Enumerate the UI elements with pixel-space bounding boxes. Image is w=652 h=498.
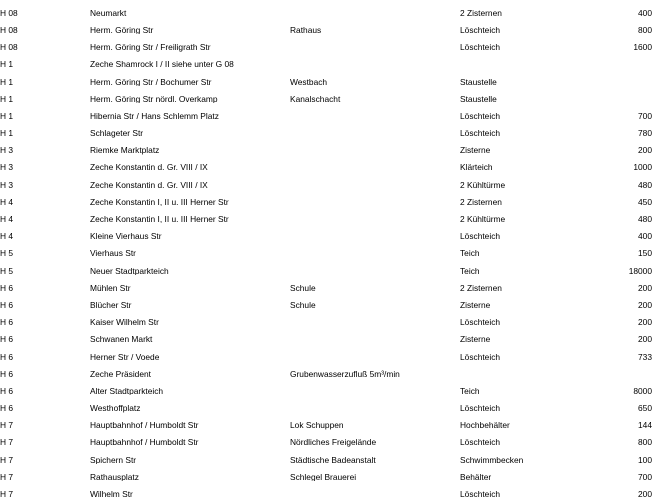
- cell-note: [290, 481, 460, 498]
- cell-code: H 7: [0, 437, 14, 447]
- cell-type: Behälter: [460, 471, 492, 482]
- cell-value: 733: [638, 351, 652, 361]
- cell-code: H 4: [0, 214, 14, 224]
- cell-type: 2 Kühltürme: [460, 214, 506, 224]
- cell-type: Löschteich: [460, 351, 501, 361]
- cell-name: Westhoffplatz: [90, 403, 141, 413]
- cell-note: Rathaus: [290, 24, 322, 35]
- cell-type: Teich: [460, 385, 480, 396]
- cell-name: Herm. Göring Str / Bochumer Str: [90, 76, 212, 86]
- cell-type: Teich: [460, 248, 480, 258]
- cell-name: Zeche Konstantin d. Gr. VIII / IX: [90, 179, 208, 190]
- table-row: [0, 275, 652, 292]
- cell-type: 2 Kühltürme: [460, 179, 506, 190]
- cell-type: Löschteich: [460, 437, 501, 447]
- cell-note: [290, 52, 460, 69]
- cell-value: 450: [638, 196, 652, 207]
- cell-code: H 1: [0, 93, 14, 104]
- table-row: [0, 344, 652, 361]
- cell-value: 18000: [628, 265, 652, 275]
- cell-note: [290, 395, 460, 412]
- cell-name: Schlageter Str: [90, 128, 144, 138]
- cell-note: [290, 120, 460, 137]
- table-row: [0, 395, 652, 412]
- table-row: [0, 34, 652, 51]
- table-row: [0, 189, 652, 206]
- cell-note: Grubenwasserzufluß 5m³/min: [290, 368, 400, 379]
- cell-note: [290, 258, 460, 275]
- cell-type: Staustelle: [460, 76, 497, 86]
- table-row: [0, 292, 652, 309]
- cell-code: H 6: [0, 317, 14, 327]
- cell-name: Riemke Marktplatz: [90, 145, 160, 155]
- cell-name: Herm. Göring Str / Freiligrath Str: [90, 42, 211, 52]
- cell-type: 2 Zisternen: [460, 196, 502, 207]
- cell-value: 480: [638, 214, 652, 224]
- cell-value: 100: [638, 454, 652, 465]
- cell-type: Löschteich: [460, 128, 501, 138]
- table-row: [0, 464, 652, 481]
- cell-note: [290, 206, 460, 223]
- cell-name: Hauptbahnhof / Humboldt Str: [90, 420, 199, 430]
- cell-name: Hauptbahnhof / Humboldt Str: [90, 437, 199, 447]
- cell-value: [578, 52, 652, 69]
- cell-code: H 6: [0, 299, 14, 310]
- cell-code: H 3: [0, 162, 14, 172]
- table-row: [0, 378, 652, 395]
- cell-value: 8000: [633, 385, 652, 396]
- cell-note: [290, 189, 460, 206]
- cell-type: Teich: [460, 265, 480, 275]
- cell-value: [578, 86, 652, 103]
- cell-type: Zisterne: [460, 145, 491, 155]
- cell-type: [460, 361, 578, 378]
- cell-type: Zisterne: [460, 334, 491, 344]
- cell-note: [290, 0, 460, 17]
- table-row: [0, 447, 652, 464]
- cell-code: H 7: [0, 454, 14, 465]
- cell-note: [290, 378, 460, 395]
- cell-name: Zeche Konstantin d. Gr. VIII / IX: [90, 162, 208, 172]
- cell-note: [290, 103, 460, 120]
- cell-name: Hibernia Str / Hans Schlemm Platz: [90, 110, 219, 121]
- cell-code: H 1: [0, 76, 14, 86]
- table-row: [0, 52, 652, 69]
- cell-note: [290, 155, 460, 172]
- table-row: [0, 86, 652, 103]
- cell-code: H 1: [0, 128, 14, 138]
- cell-code: H 5: [0, 265, 14, 275]
- cell-code: H 7: [0, 420, 14, 430]
- cell-name: Zeche Präsident: [90, 368, 151, 379]
- cell-code: H 1: [0, 110, 14, 121]
- cell-name: Kleine Vierhaus Str: [90, 231, 162, 241]
- table-row: [0, 206, 652, 223]
- cell-type: Löschteich: [460, 110, 501, 121]
- cell-name: Zeche Shamrock I / II siehe unter G 08: [90, 59, 234, 69]
- cell-name: Mühlen Str: [90, 282, 131, 293]
- cell-note: Lok Schuppen: [290, 420, 344, 430]
- cell-value: 200: [638, 145, 652, 155]
- cell-code: H 6: [0, 385, 14, 396]
- cell-value: 400: [638, 231, 652, 241]
- cell-name: Alter Stadtparkteich: [90, 385, 164, 396]
- cell-name: Schwanen Markt: [90, 334, 153, 344]
- cell-note: [290, 138, 460, 155]
- cell-code: H 7: [0, 471, 14, 482]
- cell-code: H 6: [0, 282, 14, 293]
- cell-name: Wilhelm Str: [90, 489, 133, 498]
- cell-type: Löschteich: [460, 24, 501, 35]
- cell-name: Spichern Str: [90, 454, 137, 465]
- cell-note: Westbach: [290, 76, 328, 86]
- table-row: [0, 309, 652, 326]
- cell-name: Blücher Str: [90, 299, 132, 310]
- cell-type: Schwimmbecken: [460, 454, 524, 465]
- cell-type: Hochbehälter: [460, 420, 510, 430]
- cell-value: 650: [638, 403, 652, 413]
- cell-note: [290, 241, 460, 258]
- cell-code: H 08: [0, 42, 18, 52]
- cell-note: Schlegel Brauerei: [290, 471, 357, 482]
- cell-type: Löschteich: [460, 317, 501, 327]
- cell-code: H 1: [0, 59, 14, 69]
- cell-value: 200: [638, 334, 652, 344]
- cell-code: H 7: [0, 489, 14, 498]
- cell-value: 1000: [633, 162, 652, 172]
- cell-code: H 6: [0, 334, 14, 344]
- cell-value: 200: [638, 317, 652, 327]
- cell-value: 200: [638, 282, 652, 293]
- cell-name: Neumarkt: [90, 7, 127, 18]
- cell-note: [290, 327, 460, 344]
- cell-name: Herm. Göring Str: [90, 24, 154, 35]
- table-row: [0, 0, 652, 17]
- cell-value: 700: [638, 471, 652, 482]
- cell-code: H 4: [0, 196, 14, 207]
- cell-value: 200: [638, 299, 652, 310]
- cell-type: Löschteich: [460, 403, 501, 413]
- table-row: [0, 155, 652, 172]
- cell-value: 200: [638, 489, 652, 498]
- cell-note: Schule: [290, 282, 316, 293]
- table-row: [0, 138, 652, 155]
- table-row: [0, 172, 652, 189]
- cell-name: Zeche Konstantin I, II u. III Herner Str: [90, 214, 229, 224]
- table-row: [0, 413, 652, 430]
- cell-value: [578, 69, 652, 86]
- cell-code: H 08: [0, 7, 18, 18]
- cell-value: 800: [638, 24, 652, 35]
- cell-note: [290, 223, 460, 240]
- table-row: [0, 258, 652, 275]
- cell-name: Kaiser Wilhelm Str: [90, 317, 159, 327]
- cell-type: Löschteich: [460, 231, 501, 241]
- table-row: [0, 120, 652, 137]
- cell-value: [578, 361, 652, 378]
- cell-note: [290, 309, 460, 326]
- cell-type: Staustelle: [460, 93, 497, 104]
- table-row: [0, 361, 652, 378]
- cell-code: H 6: [0, 403, 14, 413]
- cell-type: Zisterne: [460, 299, 491, 310]
- cell-type: Klärteich: [460, 162, 493, 172]
- cell-value: 150: [638, 248, 652, 258]
- cell-value: 800: [638, 437, 652, 447]
- table-row: [0, 17, 652, 34]
- cell-code: H 6: [0, 351, 14, 361]
- cell-name: Neuer Stadtparkteich: [90, 265, 169, 275]
- table-row: [0, 241, 652, 258]
- cell-code: H 6: [0, 368, 14, 379]
- cell-note: [290, 34, 460, 51]
- cell-value: 400: [638, 7, 652, 18]
- cell-name: Herm. Göring Str nördl. Overkamp: [90, 93, 218, 104]
- cell-code: H 08: [0, 24, 18, 35]
- cell-type: 2 Zisternen: [460, 7, 502, 18]
- cell-value: 700: [638, 110, 652, 121]
- cell-note: [290, 344, 460, 361]
- cell-value: 780: [638, 128, 652, 138]
- cell-type: 2 Zisternen: [460, 282, 502, 293]
- cell-code: H 3: [0, 179, 14, 190]
- table-row: [0, 481, 652, 498]
- cell-name: Vierhaus Str: [90, 248, 136, 258]
- cell-code: H 4: [0, 231, 14, 241]
- table-row: [0, 103, 652, 120]
- cell-code: H 5: [0, 248, 14, 258]
- table-row: [0, 69, 652, 86]
- cell-note: Nördliches Freigelände: [290, 437, 377, 447]
- cell-value: 144: [638, 420, 652, 430]
- cell-name: Zeche Konstantin I, II u. III Herner Str: [90, 196, 229, 207]
- cell-type: Löschteich: [460, 42, 501, 52]
- cell-value: 480: [638, 179, 652, 190]
- cell-note: [290, 172, 460, 189]
- table-row: [0, 430, 652, 447]
- cell-note: Städtische Badeanstalt: [290, 454, 376, 465]
- table-row: [0, 223, 652, 240]
- cell-name: Herner Str / Voede: [90, 351, 160, 361]
- cell-type: [460, 52, 578, 69]
- cell-type: Löschteich: [460, 489, 501, 498]
- cell-name: Rathausplatz: [90, 471, 139, 482]
- cell-note: Kanalschacht: [290, 93, 341, 104]
- table-row: [0, 327, 652, 344]
- cell-note: Schule: [290, 299, 316, 310]
- cell-value: 1600: [633, 42, 652, 52]
- cell-code: H 3: [0, 145, 14, 155]
